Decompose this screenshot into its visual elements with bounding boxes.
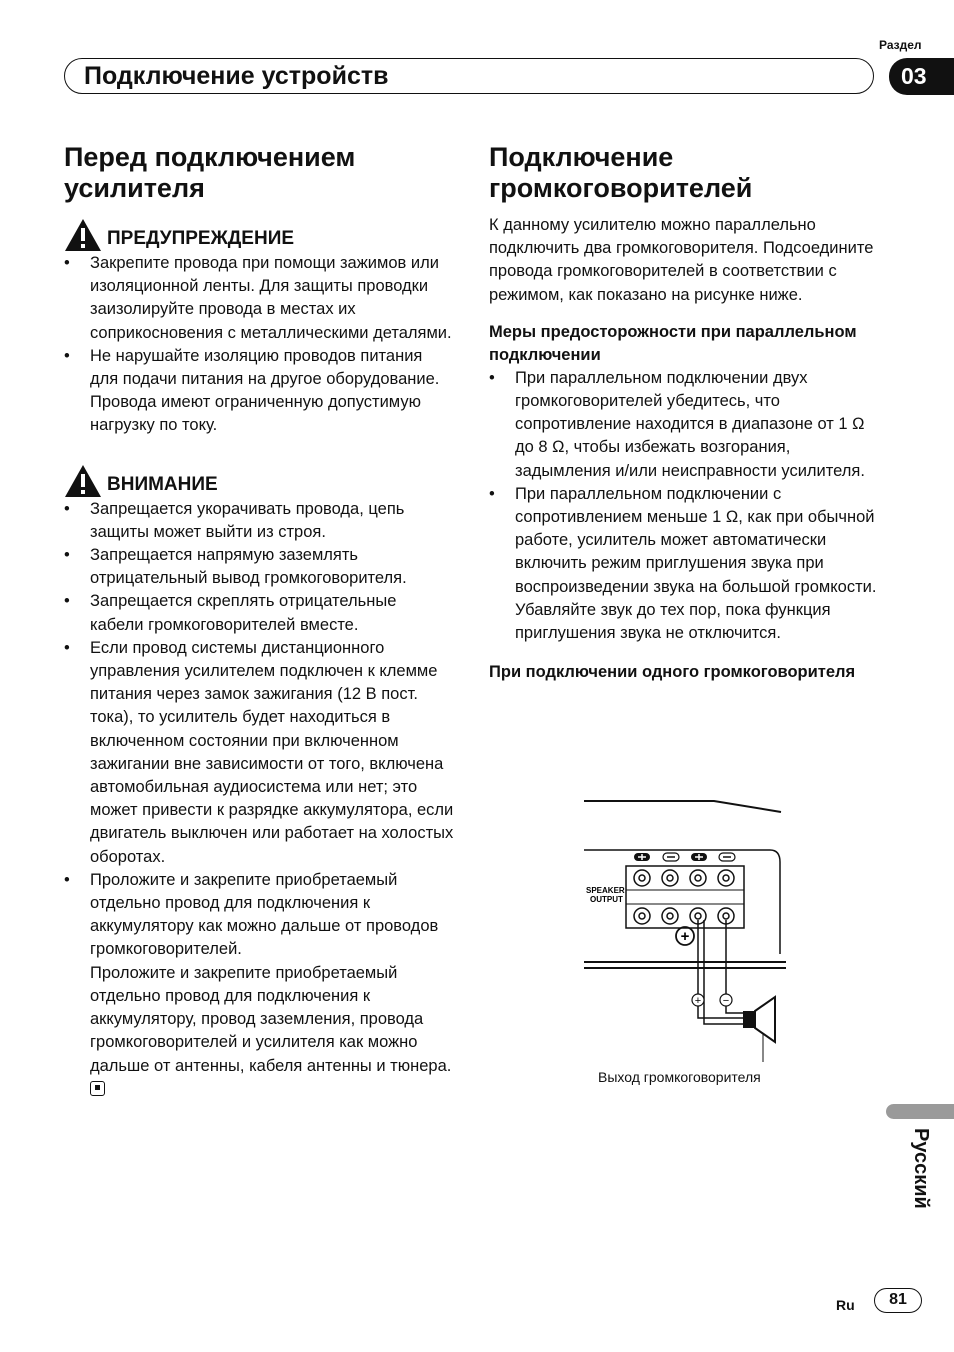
list-item: • Если провод системы дистанционного управления усилителем подключен к клемме питания через замок зажигания (12 В пост. тока), то усилитель будет находиться в включенном состоянии при включенном зажигании вне зависимости от того, включена автомобильная аудиосистема или нет; это может привести к разрядке аккумулятора, если двигатель выключен или работает на холостых оборотах. <box>64 637 454 869</box>
list-item: • Запрещается скреплять отрицательные кабели громкоговорителей вместе. <box>64 590 454 636</box>
language-label: Русский <box>910 1128 932 1209</box>
wire-plus-label: + <box>694 995 702 1007</box>
left-column <box>64 142 454 1101</box>
list-item: • Запрещается укорачивать провода, цепь защиты может выйти из строя. <box>64 498 454 544</box>
list-item: • При параллельном подключении двух громкоговорителей убедитесь, что сопротивление находится в диапазоне от 1 Ω до 8 Ω, чтобы избежать возгорания, задымления и/или неисправности усилителя. <box>489 367 879 483</box>
polarity-markers <box>634 853 735 861</box>
speaker-wiring-diagram <box>580 790 790 1070</box>
list-item: • Не нарушайте изоляцию проводов питания для подачи питания на другое оборудование. Провода имеют ограниченную допустимую нагрузку по току. <box>64 345 454 438</box>
diagram-caption: Выход громкоговорителя <box>598 1069 761 1085</box>
list-item: • Проложите и закрепите приобретаемый отдельно провод для подключения к аккумулятору как можно дальше от проводов громкоговорителей. <box>64 869 454 962</box>
caution-title: ВНИМАНИЕ <box>107 473 218 495</box>
precautions-heading: Меры предосторожности при параллельном подключении <box>489 322 857 364</box>
list-item: • Запрещается напрямую заземлять отрицательный вывод громкоговорителя. <box>64 544 454 590</box>
warning-header <box>64 218 454 252</box>
intro-paragraph: К данному усилителю можно параллельно подключить два громкоговорителя. Подсоедините провода громкоговорителей в соответствии с режимом, как показано на рисунке ниже. <box>489 216 874 304</box>
page-title: Подключение устройств <box>84 62 389 90</box>
warning-title: ПРЕДУПРЕЖДЕНИЕ <box>107 228 295 249</box>
caution-extra <box>64 962 454 1101</box>
caution-list <box>64 498 454 962</box>
chapter-badge: 03 <box>889 58 954 95</box>
language-tab <box>886 1104 954 1119</box>
end-mark-icon <box>90 1081 105 1096</box>
left-heading: Перед подключением усилителя <box>64 142 356 203</box>
language-code: Ru <box>836 1297 855 1313</box>
caution-icon <box>64 464 102 498</box>
section-label: Раздел <box>879 38 922 52</box>
caution-extra-text: Проложите и закрепите приобретаемый отдельно провод для подключения к аккумулятору, провод заземления, провода громкоговорителей и усилителя как можно дальше от антенны, кабеля антенны и тюнера. <box>90 963 452 1075</box>
page-number: 81 <box>874 1288 922 1313</box>
warning-icon <box>64 218 102 252</box>
panel-label-output: OUTPUT <box>590 895 623 904</box>
panel-label-speaker: SPEAKER <box>586 886 625 895</box>
list-item: • Закрепите провода при помощи зажимов или изоляционной ленты. Для защиты проводки заизолируйте провода в местах их соприкосновения с металлическими деталями. <box>64 252 454 345</box>
right-column <box>489 142 879 684</box>
single-speaker-heading: При подключении одного громкоговорителя <box>489 663 856 682</box>
ground-symbol: + <box>680 928 690 945</box>
right-heading: Подключение громкоговорителей <box>489 142 753 203</box>
list-item: • При параллельном подключении с сопротивлением меньше 1 Ω, как при обычной работе, усилитель может автоматически включить режим приглушения звука при воспроизведении звука на большой громкости. Убавляйте звук до тех пор, пока функция приглушения звука не отключится. <box>489 483 879 645</box>
caution-header <box>64 464 454 498</box>
warning-list <box>64 252 454 438</box>
precautions-list <box>489 367 879 645</box>
wire-minus-label: − <box>722 995 730 1007</box>
